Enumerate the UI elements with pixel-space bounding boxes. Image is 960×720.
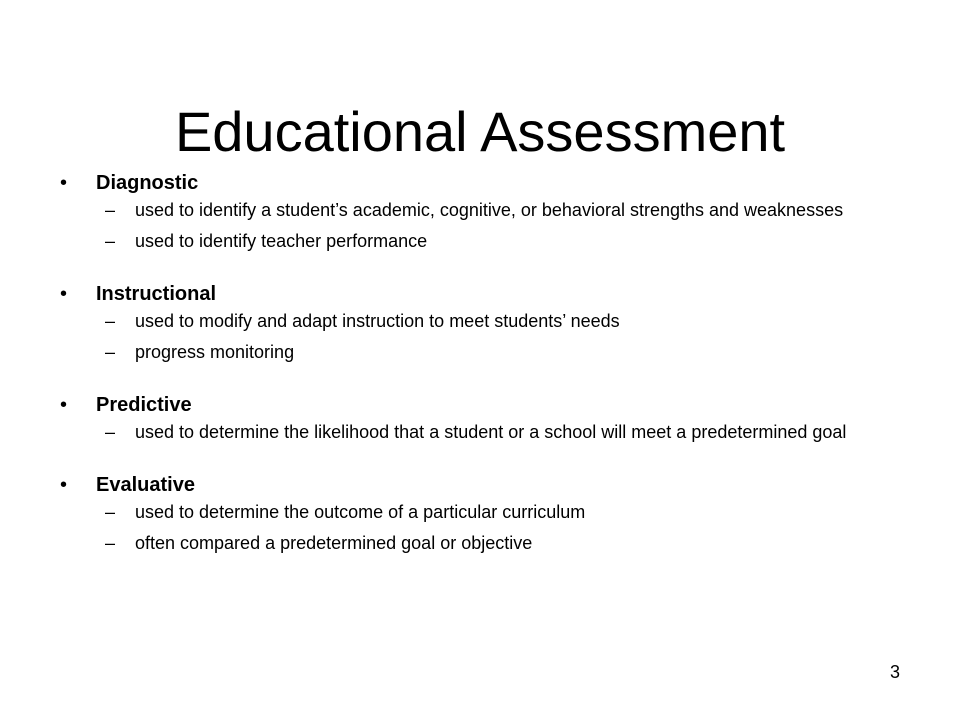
- dash-icon: –: [105, 231, 116, 251]
- sub-item: [105, 232, 920, 250]
- section-instructional: [60, 281, 920, 361]
- section-predictive: [60, 392, 920, 441]
- sub-item: [105, 503, 920, 521]
- sub-item-text: used to identify teacher performance: [135, 231, 428, 251]
- sub-list: [60, 423, 920, 441]
- sub-list: [60, 312, 920, 361]
- dash-icon: –: [105, 342, 116, 362]
- section-heading-row: [60, 170, 920, 197]
- sub-item-text: progress monitoring: [135, 342, 295, 362]
- bullet-icon: •: [60, 474, 68, 496]
- sub-item-text: used to determine the likelihood that a student or a school will meet a predetermined goal: [135, 422, 847, 442]
- slide-title: Educational Assessment: [174, 99, 786, 163]
- dash-icon: –: [105, 422, 116, 442]
- section-evaluative: [60, 472, 920, 552]
- section-heading: Instructional: [96, 283, 217, 305]
- page-number: 3: [889, 662, 900, 682]
- section-heading: Diagnostic: [96, 172, 199, 194]
- bullet-icon: •: [60, 283, 68, 305]
- sub-item-text: used to modify and adapt instruction to meet students’ needs: [135, 311, 620, 331]
- sub-item: [105, 343, 920, 361]
- sub-list: [60, 201, 920, 250]
- bullet-icon: •: [60, 394, 68, 416]
- slide-content: [60, 170, 920, 583]
- dash-icon: –: [105, 502, 116, 522]
- dash-icon: –: [105, 311, 116, 331]
- sub-item-text: used to determine the outcome of a particular curriculum: [135, 502, 586, 522]
- section-diagnostic: [60, 170, 920, 250]
- sub-item: [105, 312, 920, 330]
- section-heading-row: [60, 472, 920, 499]
- sub-item: [105, 534, 920, 552]
- sub-item-text: used to identify a student’s academic, cognitive, or behavioral strengths and weaknesses: [135, 200, 844, 220]
- section-heading-row: [60, 281, 920, 308]
- sub-list: [60, 503, 920, 552]
- section-heading: Evaluative: [96, 474, 195, 496]
- bullet-icon: •: [60, 172, 68, 194]
- sub-item: [105, 201, 920, 219]
- section-heading-row: [60, 392, 920, 419]
- dash-icon: –: [105, 533, 116, 553]
- sub-item-text: often compared a predetermined goal or objective: [135, 533, 533, 553]
- section-heading: Predictive: [96, 394, 192, 416]
- sub-item: [105, 423, 920, 441]
- dash-icon: –: [105, 200, 116, 220]
